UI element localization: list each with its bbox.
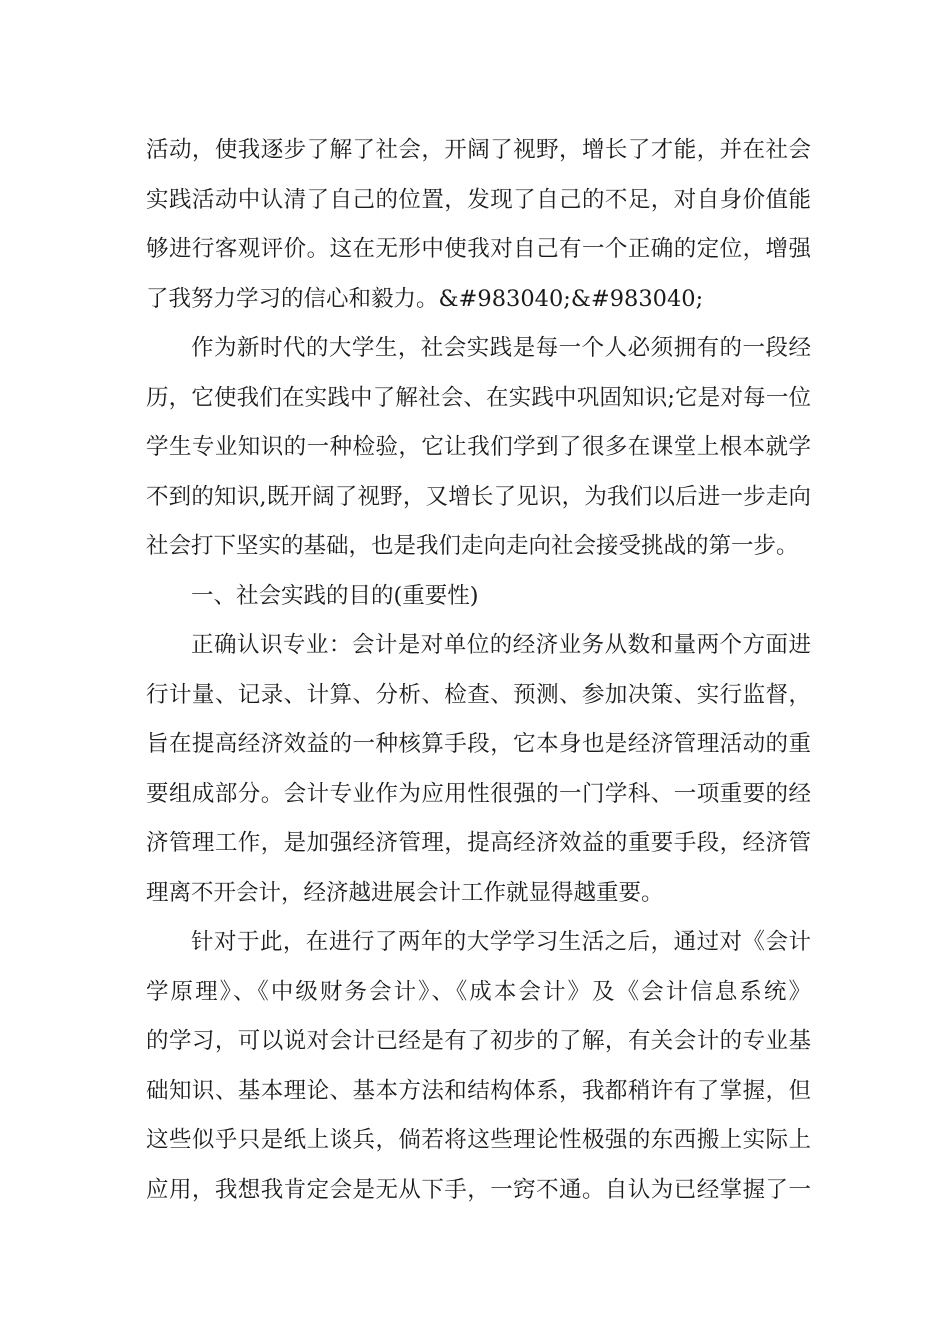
text-line: 了我努力学习的信心和毅力。&#983040;&#983040;	[146, 285, 704, 312]
section-heading	[146, 572, 811, 622]
text-line: 学生专业知识的一种检验，它让我们学到了很多在课堂上根本就学	[146, 434, 811, 460]
text-line: 活动，使我逐步了解了社会，开阔了视野，增长了才能，并在社会	[146, 137, 811, 163]
text-line: 实践活动中认清了自己的位置，发现了自己的不足，对自身价值能	[146, 186, 811, 213]
text-line: 正确认识专业：会计是对单位的经济业务从数和量两个方面进	[191, 632, 811, 658]
text-line: 学原理》、《中级财务会计》、《成本会计》及《会计信息系统》	[146, 978, 811, 1005]
text-line: 作为新时代的大学生，社会实践是每一个人必须拥有的一段经	[191, 335, 811, 361]
text-line: 针对于此，在进行了两年的大学学习生活之后，通过对《会计	[191, 929, 811, 955]
text-line: 社会打下坚实的基础，也是我们走向走向社会接受挑战的第一步。	[146, 533, 799, 559]
text-line: 应用，我想我肯定会是无从下手，一窍不通。自认为已经掌握了一	[146, 1176, 811, 1203]
paragraph	[146, 621, 811, 918]
paragraph	[146, 324, 811, 572]
text-line: 的学习，可以说对会计已经是有了初步的了解，有关会计的专业基	[146, 1028, 811, 1054]
text-line: 础知识、基本理论、基本方法和结构体系，我都稍许有了掌握，但	[146, 1077, 811, 1104]
paragraph	[146, 918, 811, 1215]
text-line: 历，它使我们在实践中了解社会、在实践中巩固知识;它是对每一位	[146, 384, 811, 411]
text-line: 一、社会实践的目的(重要性)	[191, 582, 479, 609]
text-line: 这些似乎只是纸上谈兵，倘若将这些理论性极强的东西搬上实际上	[146, 1127, 811, 1153]
text-line: 理离不开会计，经济越进展会计工作就显得越重要。	[146, 879, 664, 906]
text-line: 济管理工作，是加强经济管理，提高经济效益的重要手段，经济管	[146, 830, 811, 856]
text-line: 不到的知识,既开阔了视野，又增长了见识，为我们以后进一步走向	[146, 483, 811, 510]
paragraph	[146, 126, 811, 324]
text-line: 要组成部分。会计专业作为应用性很强的一门学科、一项重要的经	[146, 780, 811, 807]
text-line: 够进行客观评价。这在无形中使我对自己有一个正确的定位，增强	[146, 236, 811, 262]
document-body	[146, 126, 811, 1215]
text-line: 旨在提高经济效益的一种核算手段，它本身也是经济管理活动的重	[146, 731, 811, 757]
text-line: 行计量、记录、计算、分析、检查、预测、参加决策、实行监督，	[146, 681, 811, 708]
